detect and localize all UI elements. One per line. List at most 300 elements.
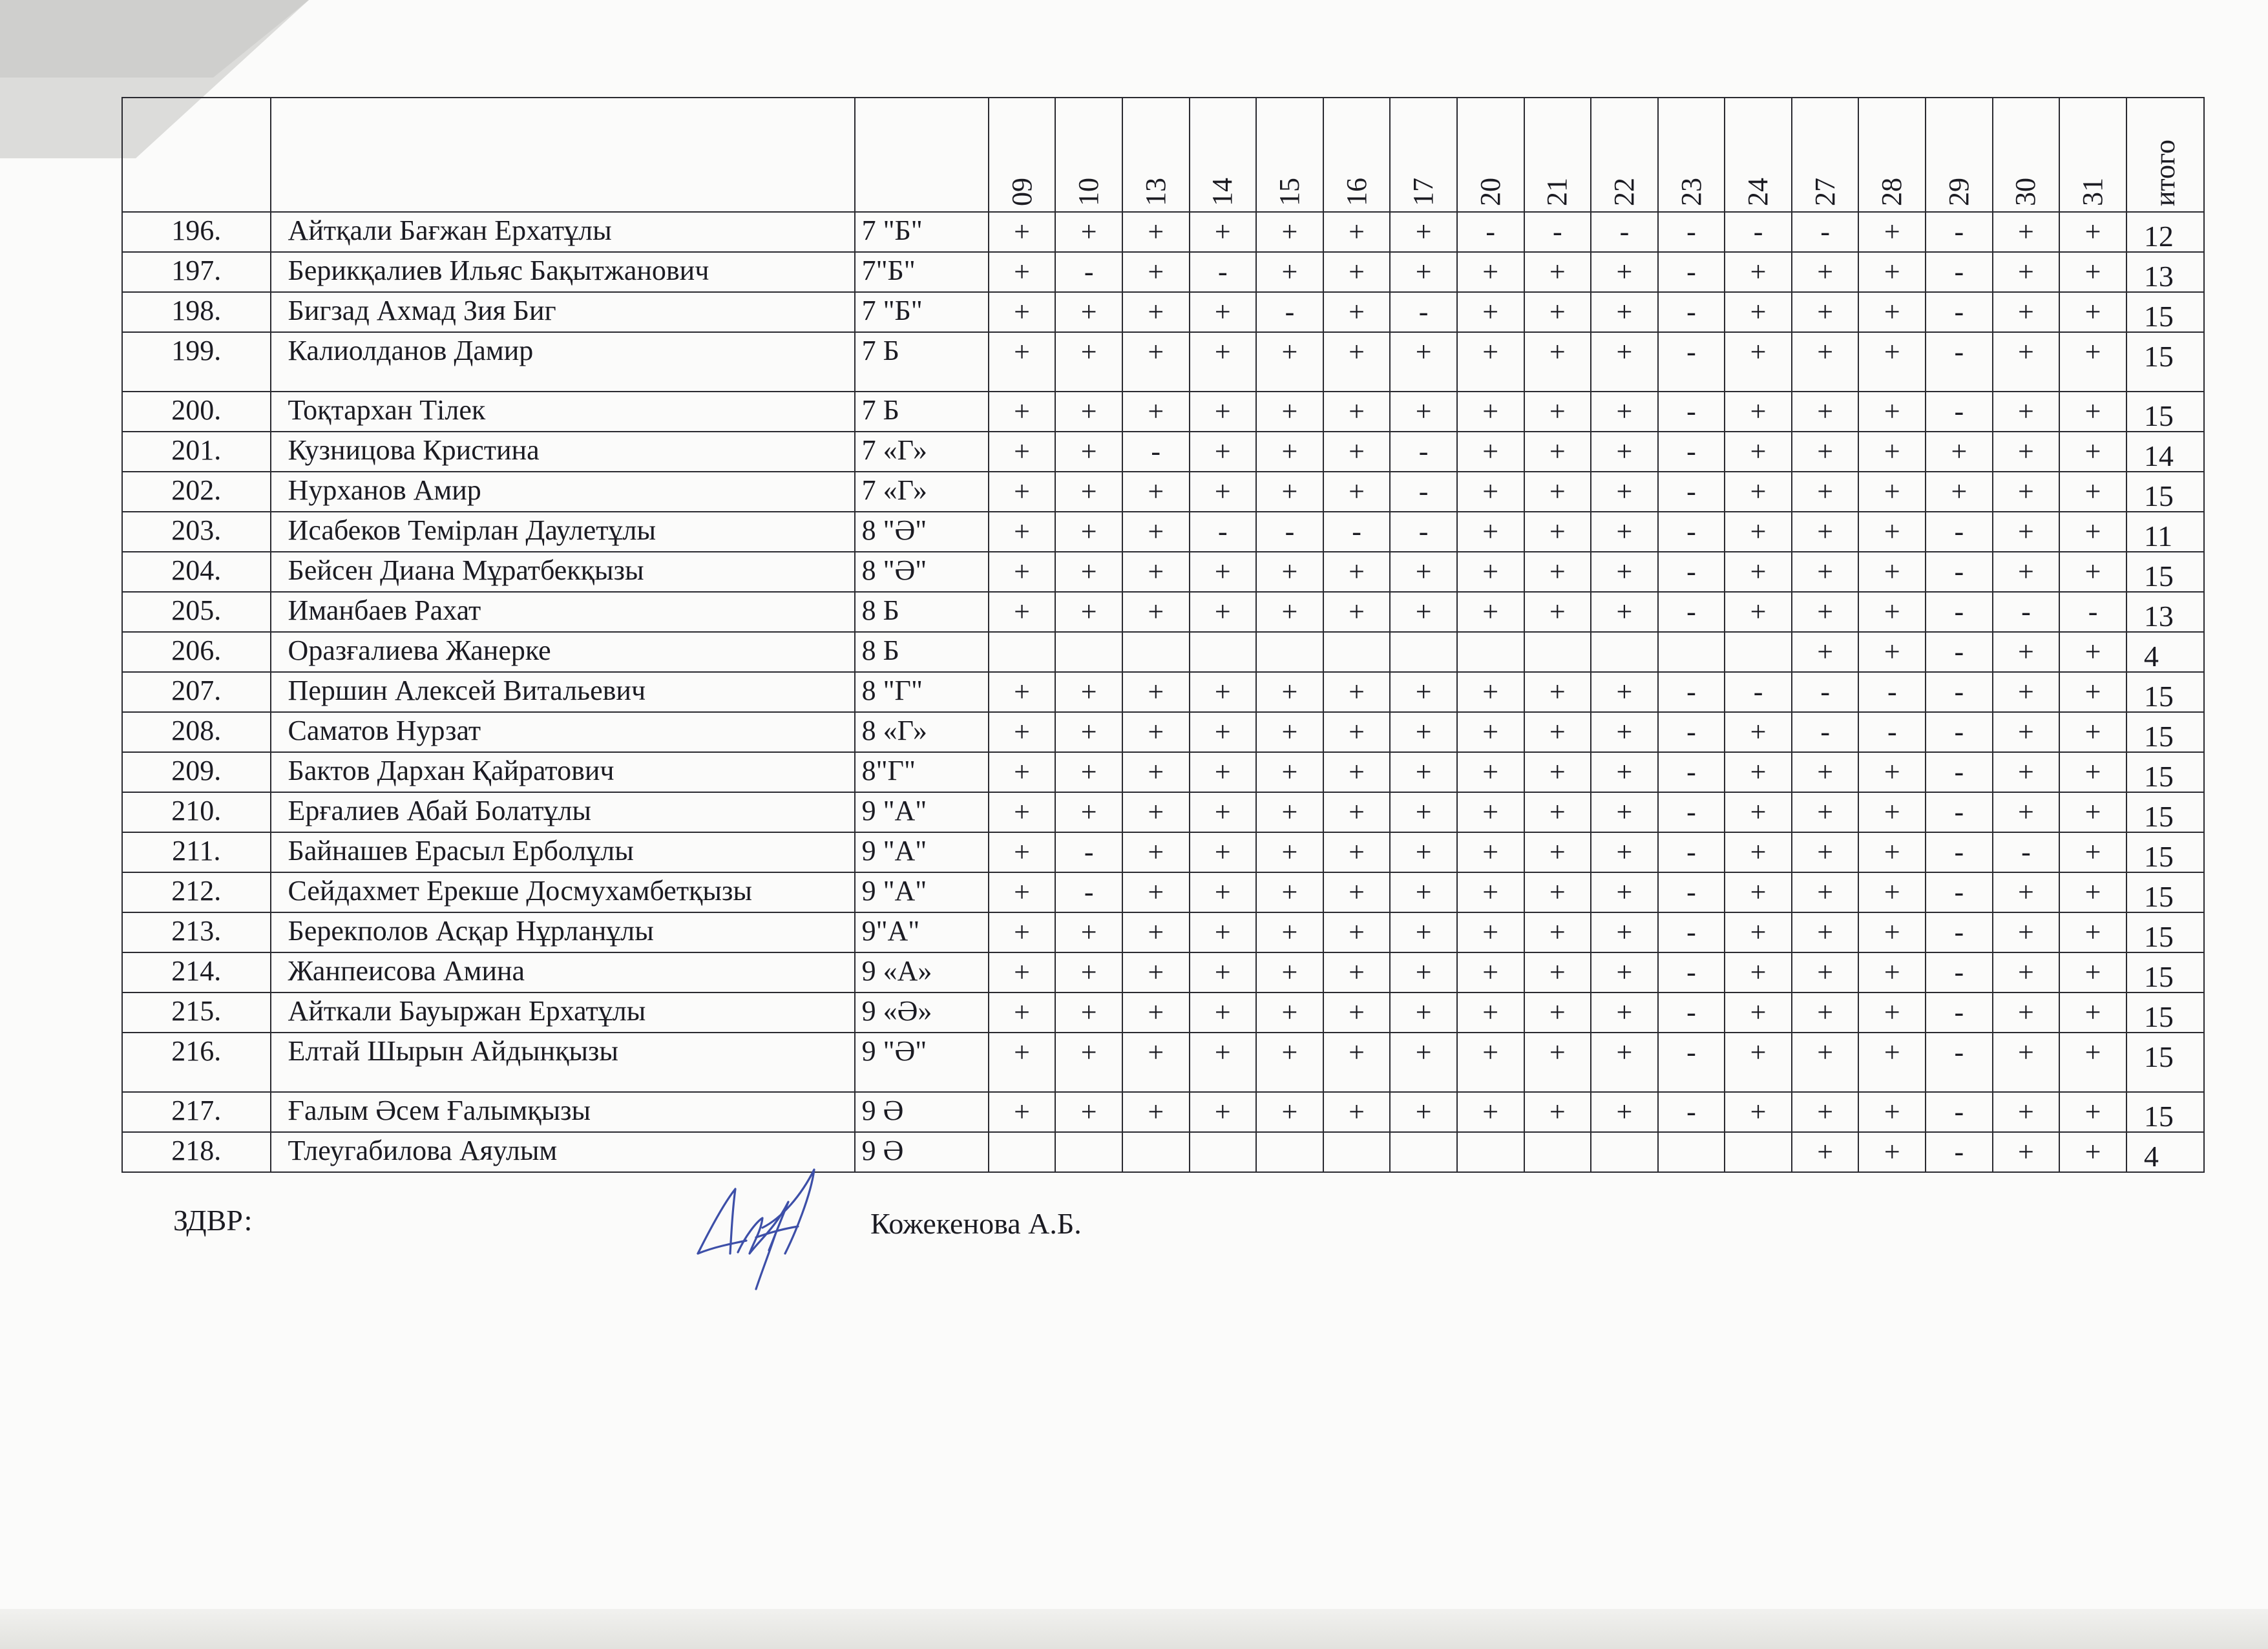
attendance-mark: + bbox=[1122, 592, 1190, 632]
class-label: 7"Б" bbox=[855, 252, 989, 292]
attendance-mark: + bbox=[1122, 832, 1190, 872]
attendance-mark: + bbox=[1591, 1092, 1658, 1132]
attendance-mark: - bbox=[1792, 672, 1859, 712]
attendance-mark: - bbox=[1055, 872, 1122, 912]
attendance-mark: + bbox=[1390, 212, 1457, 252]
attendance-mark: + bbox=[1256, 792, 1323, 832]
class-label: 8"Г" bbox=[855, 752, 989, 792]
attendance-mark: + bbox=[2059, 672, 2126, 712]
attendance-mark: - bbox=[1658, 952, 1725, 993]
student-name: Айтқали Бағжан Ерхатұлы bbox=[271, 212, 855, 252]
row-total: 15 bbox=[2126, 993, 2204, 1033]
attendance-mark: + bbox=[1524, 1092, 1591, 1132]
attendance-mark: + bbox=[1457, 292, 1524, 332]
attendance-mark: + bbox=[1993, 1033, 2060, 1092]
row-total: 15 bbox=[2126, 872, 2204, 912]
attendance-mark: - bbox=[1190, 252, 1257, 292]
attendance-mark: + bbox=[989, 512, 1056, 552]
student-name: Калиолданов Дамир bbox=[271, 332, 855, 392]
attendance-mark: + bbox=[1591, 332, 1658, 392]
attendance-mark: + bbox=[1323, 472, 1391, 512]
attendance-mark: - bbox=[1256, 292, 1323, 332]
attendance-mark: + bbox=[1256, 252, 1323, 292]
attendance-mark: + bbox=[1190, 832, 1257, 872]
attendance-mark: + bbox=[1993, 472, 2060, 512]
attendance-mark: + bbox=[1524, 952, 1591, 993]
attendance-mark: + bbox=[1792, 1092, 1859, 1132]
date-header bbox=[1725, 98, 1792, 212]
date-header bbox=[1190, 98, 1257, 212]
attendance-mark: + bbox=[1524, 752, 1591, 792]
attendance-mark: + bbox=[1591, 952, 1658, 993]
attendance-mark bbox=[1323, 632, 1391, 672]
row-number: 215. bbox=[122, 993, 271, 1033]
attendance-mark: - bbox=[1658, 832, 1725, 872]
attendance-mark: - bbox=[1926, 1092, 1993, 1132]
attendance-mark: + bbox=[1858, 952, 1926, 993]
date-label: 14 bbox=[1206, 178, 1239, 206]
attendance-mark: + bbox=[1323, 292, 1391, 332]
class-label: 9 "А" bbox=[855, 792, 989, 832]
attendance-mark: + bbox=[1256, 212, 1323, 252]
attendance-mark: - bbox=[1658, 993, 1725, 1033]
attendance-mark bbox=[1190, 632, 1257, 672]
attendance-mark: - bbox=[1993, 592, 2060, 632]
attendance-mark: + bbox=[1323, 332, 1391, 392]
attendance-mark: + bbox=[1993, 872, 2060, 912]
attendance-mark: + bbox=[1725, 792, 1792, 832]
attendance-mark: + bbox=[989, 912, 1056, 952]
attendance-mark: + bbox=[1122, 1033, 1190, 1092]
attendance-mark: + bbox=[1256, 712, 1323, 752]
table-row bbox=[122, 212, 2204, 252]
attendance-mark: + bbox=[1524, 592, 1591, 632]
attendance-mark: - bbox=[1926, 212, 1993, 252]
date-label: 13 bbox=[1139, 178, 1171, 206]
student-name: Тлеугабилова Аяулым bbox=[271, 1132, 855, 1172]
attendance-mark: + bbox=[1190, 1092, 1257, 1132]
row-total: 15 bbox=[2126, 832, 2204, 872]
attendance-mark: + bbox=[1792, 993, 1859, 1033]
attendance-mark: + bbox=[1390, 552, 1457, 592]
row-total: 15 bbox=[2126, 552, 2204, 592]
attendance-mark: + bbox=[2059, 952, 2126, 993]
class-label: 7 «Г» bbox=[855, 472, 989, 512]
row-number: 217. bbox=[122, 1092, 271, 1132]
attendance-mark: + bbox=[1725, 552, 1792, 592]
row-number: 211. bbox=[122, 832, 271, 872]
row-total: 4 bbox=[2126, 1132, 2204, 1172]
attendance-mark: + bbox=[989, 552, 1056, 592]
student-name: Жанпеисова Амина bbox=[271, 952, 855, 993]
attendance-mark: - bbox=[1926, 712, 1993, 752]
attendance-mark: + bbox=[1457, 792, 1524, 832]
row-number: 210. bbox=[122, 792, 271, 832]
attendance-mark: + bbox=[1792, 292, 1859, 332]
attendance-mark: + bbox=[1190, 672, 1257, 712]
attendance-mark: - bbox=[1390, 472, 1457, 512]
attendance-mark: + bbox=[1993, 912, 2060, 952]
student-name: Кузницова Кристина bbox=[271, 432, 855, 472]
date-label: 28 bbox=[1876, 178, 1908, 206]
attendance-mark: + bbox=[1190, 292, 1257, 332]
attendance-mark: - bbox=[1122, 432, 1190, 472]
attendance-mark: - bbox=[1190, 512, 1257, 552]
attendance-mark: + bbox=[1256, 392, 1323, 432]
attendance-mark: + bbox=[1792, 252, 1859, 292]
signer-name: Кожекенова А.Б. bbox=[870, 1207, 1082, 1240]
attendance-mark: + bbox=[1323, 212, 1391, 252]
attendance-mark: + bbox=[2059, 792, 2126, 832]
attendance-mark: + bbox=[1122, 752, 1190, 792]
attendance-mark bbox=[1524, 632, 1591, 672]
attendance-mark: + bbox=[1858, 993, 1926, 1033]
attendance-mark: + bbox=[1323, 993, 1391, 1033]
attendance-mark: + bbox=[1858, 792, 1926, 832]
attendance-mark: + bbox=[1457, 672, 1524, 712]
row-number: 202. bbox=[122, 472, 271, 512]
table-row bbox=[122, 872, 2204, 912]
table-row bbox=[122, 252, 2204, 292]
row-number: 205. bbox=[122, 592, 271, 632]
attendance-mark: + bbox=[1993, 552, 2060, 592]
attendance-mark: + bbox=[1457, 1092, 1524, 1132]
scan-bottom-edge bbox=[0, 1609, 2268, 1649]
attendance-mark: + bbox=[1524, 392, 1591, 432]
attendance-mark: + bbox=[1993, 332, 2060, 392]
attendance-mark: + bbox=[989, 752, 1056, 792]
class-label: 9"А" bbox=[855, 912, 989, 952]
attendance-mark: + bbox=[1055, 912, 1122, 952]
class-label: 9 «Ә» bbox=[855, 993, 989, 1033]
attendance-mark: + bbox=[1792, 912, 1859, 952]
attendance-mark: - bbox=[1256, 512, 1323, 552]
attendance-mark: + bbox=[1323, 832, 1391, 872]
student-name: Ғалым Әсем Ғалымқызы bbox=[271, 1092, 855, 1132]
attendance-mark: + bbox=[1792, 1132, 1859, 1172]
class-label: 8 «Г» bbox=[855, 712, 989, 752]
student-name: Оразғалиева Жанерке bbox=[271, 632, 855, 672]
attendance-mark: + bbox=[1190, 952, 1257, 993]
attendance-mark: - bbox=[1524, 212, 1591, 252]
row-number: 216. bbox=[122, 1033, 271, 1092]
attendance-mark: + bbox=[1591, 912, 1658, 952]
attendance-mark: + bbox=[1858, 432, 1926, 472]
attendance-mark: + bbox=[1792, 472, 1859, 512]
row-number: 207. bbox=[122, 672, 271, 712]
attendance-mark: + bbox=[2059, 472, 2126, 512]
attendance-mark: + bbox=[1524, 332, 1591, 392]
date-label: 22 bbox=[1608, 178, 1640, 206]
attendance-mark: + bbox=[1792, 552, 1859, 592]
attendance-mark: + bbox=[1457, 552, 1524, 592]
date-label: 17 bbox=[1407, 178, 1440, 206]
attendance-mark: + bbox=[1858, 332, 1926, 392]
attendance-mark: + bbox=[1055, 392, 1122, 432]
attendance-mark: + bbox=[2059, 432, 2126, 472]
attendance-mark bbox=[1055, 632, 1122, 672]
attendance-mark: + bbox=[989, 832, 1056, 872]
attendance-mark: - bbox=[1926, 552, 1993, 592]
attendance-mark: + bbox=[1390, 993, 1457, 1033]
date-label: 31 bbox=[2077, 178, 2109, 206]
student-name: Першин Алексей Витальевич bbox=[271, 672, 855, 712]
table-row bbox=[122, 1132, 2204, 1172]
attendance-mark: + bbox=[1055, 512, 1122, 552]
class-label: 9 "А" bbox=[855, 872, 989, 912]
attendance-mark: + bbox=[1858, 252, 1926, 292]
attendance-mark: + bbox=[1524, 912, 1591, 952]
attendance-mark: - bbox=[1993, 832, 2060, 872]
student-name: Ерғалиев Абай Болатұлы bbox=[271, 792, 855, 832]
row-total: 15 bbox=[2126, 792, 2204, 832]
attendance-mark: + bbox=[1792, 432, 1859, 472]
attendance-mark: + bbox=[1524, 472, 1591, 512]
table-row bbox=[122, 292, 2204, 332]
class-label: 9 Ә bbox=[855, 1092, 989, 1132]
attendance-mark: + bbox=[1323, 952, 1391, 993]
attendance-mark: + bbox=[1792, 752, 1859, 792]
attendance-mark: + bbox=[989, 872, 1056, 912]
attendance-mark: + bbox=[1457, 592, 1524, 632]
attendance-mark: + bbox=[2059, 252, 2126, 292]
row-number: 208. bbox=[122, 712, 271, 752]
attendance-mark: + bbox=[1390, 1092, 1457, 1132]
attendance-mark: - bbox=[1926, 792, 1993, 832]
student-name: Бактов Дархан Қайратович bbox=[271, 752, 855, 792]
date-label: 24 bbox=[1742, 178, 1774, 206]
attendance-mark: + bbox=[1457, 1033, 1524, 1092]
attendance-mark: + bbox=[2059, 872, 2126, 912]
attendance-mark: + bbox=[1190, 872, 1257, 912]
attendance-mark: + bbox=[1993, 212, 2060, 252]
attendance-mark: - bbox=[1658, 752, 1725, 792]
attendance-mark: - bbox=[1658, 1033, 1725, 1092]
attendance-mark: - bbox=[1926, 592, 1993, 632]
attendance-mark: + bbox=[1190, 993, 1257, 1033]
attendance-mark: + bbox=[1457, 432, 1524, 472]
attendance-mark: - bbox=[1658, 712, 1725, 752]
attendance-mark: + bbox=[1993, 792, 2060, 832]
attendance-mark: + bbox=[1122, 912, 1190, 952]
attendance-mark: + bbox=[1524, 552, 1591, 592]
row-total: 15 bbox=[2126, 392, 2204, 432]
attendance-mark: + bbox=[1190, 432, 1257, 472]
date-header bbox=[1323, 98, 1391, 212]
row-number: 200. bbox=[122, 392, 271, 432]
row-total: 15 bbox=[2126, 332, 2204, 392]
attendance-mark: + bbox=[1725, 392, 1792, 432]
attendance-mark: + bbox=[1122, 993, 1190, 1033]
attendance-mark: + bbox=[1725, 752, 1792, 792]
attendance-mark: + bbox=[1524, 672, 1591, 712]
attendance-mark: + bbox=[1190, 792, 1257, 832]
attendance-mark: + bbox=[1323, 432, 1391, 472]
attendance-mark bbox=[1323, 1132, 1391, 1172]
attendance-mark: + bbox=[1122, 392, 1190, 432]
attendance-mark: + bbox=[1190, 1033, 1257, 1092]
row-number: 204. bbox=[122, 552, 271, 592]
attendance-mark: + bbox=[1256, 912, 1323, 952]
attendance-mark: + bbox=[1858, 592, 1926, 632]
attendance-mark: + bbox=[1591, 432, 1658, 472]
attendance-mark: + bbox=[1993, 292, 2060, 332]
student-name: Нурханов Амир bbox=[271, 472, 855, 512]
attendance-mark: + bbox=[1457, 993, 1524, 1033]
attendance-mark: + bbox=[1792, 952, 1859, 993]
attendance-mark: - bbox=[1390, 432, 1457, 472]
attendance-mark: + bbox=[1190, 912, 1257, 952]
attendance-mark: + bbox=[1323, 792, 1391, 832]
attendance-mark: + bbox=[1725, 712, 1792, 752]
attendance-mark: + bbox=[1591, 872, 1658, 912]
attendance-mark: - bbox=[1658, 252, 1725, 292]
attendance-mark: + bbox=[1591, 993, 1658, 1033]
attendance-mark: + bbox=[1792, 392, 1859, 432]
attendance-mark: + bbox=[1122, 252, 1190, 292]
attendance-mark: + bbox=[1256, 832, 1323, 872]
attendance-mark: + bbox=[1591, 672, 1658, 712]
attendance-mark: + bbox=[1055, 292, 1122, 332]
table-row bbox=[122, 1033, 2204, 1092]
attendance-mark: + bbox=[1256, 1033, 1323, 1092]
row-total: 15 bbox=[2126, 292, 2204, 332]
attendance-mark: + bbox=[1858, 832, 1926, 872]
attendance-mark: + bbox=[1524, 1033, 1591, 1092]
attendance-mark: + bbox=[1122, 332, 1190, 392]
attendance-mark: + bbox=[1993, 752, 2060, 792]
attendance-mark: - bbox=[1725, 672, 1792, 712]
attendance-mark: + bbox=[1390, 712, 1457, 752]
date-label: 15 bbox=[1273, 178, 1305, 206]
row-total: 15 bbox=[2126, 672, 2204, 712]
attendance-mark: - bbox=[1658, 392, 1725, 432]
attendance-mark: + bbox=[1858, 752, 1926, 792]
attendance-mark: + bbox=[1858, 912, 1926, 952]
attendance-mark: + bbox=[1055, 592, 1122, 632]
footer-label: ЗДВР: bbox=[173, 1204, 253, 1237]
attendance-mark: + bbox=[1725, 1092, 1792, 1132]
attendance-mark: + bbox=[1457, 712, 1524, 752]
attendance-mark: - bbox=[1390, 512, 1457, 552]
attendance-mark: + bbox=[1323, 1092, 1391, 1132]
attendance-mark: + bbox=[1122, 212, 1190, 252]
attendance-mark: + bbox=[1591, 592, 1658, 632]
attendance-mark: + bbox=[1323, 392, 1391, 432]
attendance-mark: + bbox=[1323, 712, 1391, 752]
date-header bbox=[1055, 98, 1122, 212]
attendance-mark: + bbox=[1725, 332, 1792, 392]
attendance-mark: + bbox=[1993, 512, 2060, 552]
attendance-mark: + bbox=[1524, 512, 1591, 552]
total-label: итого bbox=[2148, 139, 2181, 206]
attendance-table bbox=[121, 97, 2205, 1173]
row-number: 213. bbox=[122, 912, 271, 952]
attendance-mark: + bbox=[1457, 952, 1524, 993]
attendance-mark: + bbox=[1524, 252, 1591, 292]
attendance-mark: + bbox=[1190, 332, 1257, 392]
row-number: 209. bbox=[122, 752, 271, 792]
attendance-mark: + bbox=[1390, 752, 1457, 792]
attendance-mark bbox=[1390, 632, 1457, 672]
attendance-mark: + bbox=[1993, 1092, 2060, 1132]
attendance-mark: + bbox=[1591, 472, 1658, 512]
date-header bbox=[1256, 98, 1323, 212]
date-header bbox=[1390, 98, 1457, 212]
attendance-mark: + bbox=[1926, 472, 1993, 512]
attendance-mark: + bbox=[1591, 292, 1658, 332]
attendance-mark: - bbox=[1658, 872, 1725, 912]
attendance-mark: - bbox=[1658, 1092, 1725, 1132]
attendance-mark bbox=[1524, 1132, 1591, 1172]
student-name: Саматов Нурзат bbox=[271, 712, 855, 752]
attendance-mark: + bbox=[1390, 912, 1457, 952]
attendance-mark: + bbox=[1725, 872, 1792, 912]
attendance-mark: + bbox=[1055, 672, 1122, 712]
attendance-mark: + bbox=[1993, 672, 2060, 712]
attendance-mark: + bbox=[1993, 252, 2060, 292]
attendance-mark: + bbox=[2059, 512, 2126, 552]
date-header bbox=[989, 98, 1056, 212]
attendance-mark: + bbox=[1256, 993, 1323, 1033]
class-label: 7 "Б" bbox=[855, 212, 989, 252]
attendance-mark: - bbox=[1926, 872, 1993, 912]
attendance-mark: + bbox=[1591, 252, 1658, 292]
table-row bbox=[122, 592, 2204, 632]
attendance-mark: + bbox=[989, 332, 1056, 392]
attendance-mark: + bbox=[1055, 212, 1122, 252]
student-name: Берикқалиев Ильяс Бақытжанович bbox=[271, 252, 855, 292]
table-row bbox=[122, 552, 2204, 592]
attendance-mark: - bbox=[1591, 212, 1658, 252]
attendance-mark: + bbox=[989, 712, 1056, 752]
attendance-mark: + bbox=[1256, 872, 1323, 912]
attendance-mark: - bbox=[1055, 252, 1122, 292]
attendance-mark: + bbox=[1725, 832, 1792, 872]
attendance-mark: + bbox=[1858, 1033, 1926, 1092]
attendance-mark: + bbox=[2059, 212, 2126, 252]
attendance-mark: + bbox=[1858, 392, 1926, 432]
date-label: 27 bbox=[1809, 178, 1841, 206]
attendance-mark: - bbox=[1658, 512, 1725, 552]
attendance-mark: + bbox=[1390, 672, 1457, 712]
attendance-mark: + bbox=[1993, 712, 2060, 752]
date-header bbox=[1792, 98, 1859, 212]
attendance-mark: + bbox=[1858, 212, 1926, 252]
attendance-mark: + bbox=[1055, 332, 1122, 392]
student-name: Айткали Бауыржан Ерхатұлы bbox=[271, 993, 855, 1033]
attendance-mark: + bbox=[1792, 332, 1859, 392]
attendance-mark: + bbox=[1457, 472, 1524, 512]
row-total: 15 bbox=[2126, 952, 2204, 993]
attendance-mark: - bbox=[1457, 212, 1524, 252]
row-total: 15 bbox=[2126, 752, 2204, 792]
attendance-mark: + bbox=[1457, 512, 1524, 552]
date-header bbox=[1658, 98, 1725, 212]
table-row bbox=[122, 392, 2204, 432]
attendance-mark bbox=[1457, 632, 1524, 672]
date-label: 23 bbox=[1675, 178, 1707, 206]
table-row bbox=[122, 993, 2204, 1033]
class-label: 7 Б bbox=[855, 392, 989, 432]
total-header bbox=[2126, 98, 2204, 212]
table-row bbox=[122, 832, 2204, 872]
attendance-mark: + bbox=[2059, 1092, 2126, 1132]
attendance-mark: + bbox=[1323, 252, 1391, 292]
attendance-mark: + bbox=[1591, 712, 1658, 752]
attendance-mark: + bbox=[1390, 832, 1457, 872]
attendance-mark bbox=[989, 1132, 1056, 1172]
